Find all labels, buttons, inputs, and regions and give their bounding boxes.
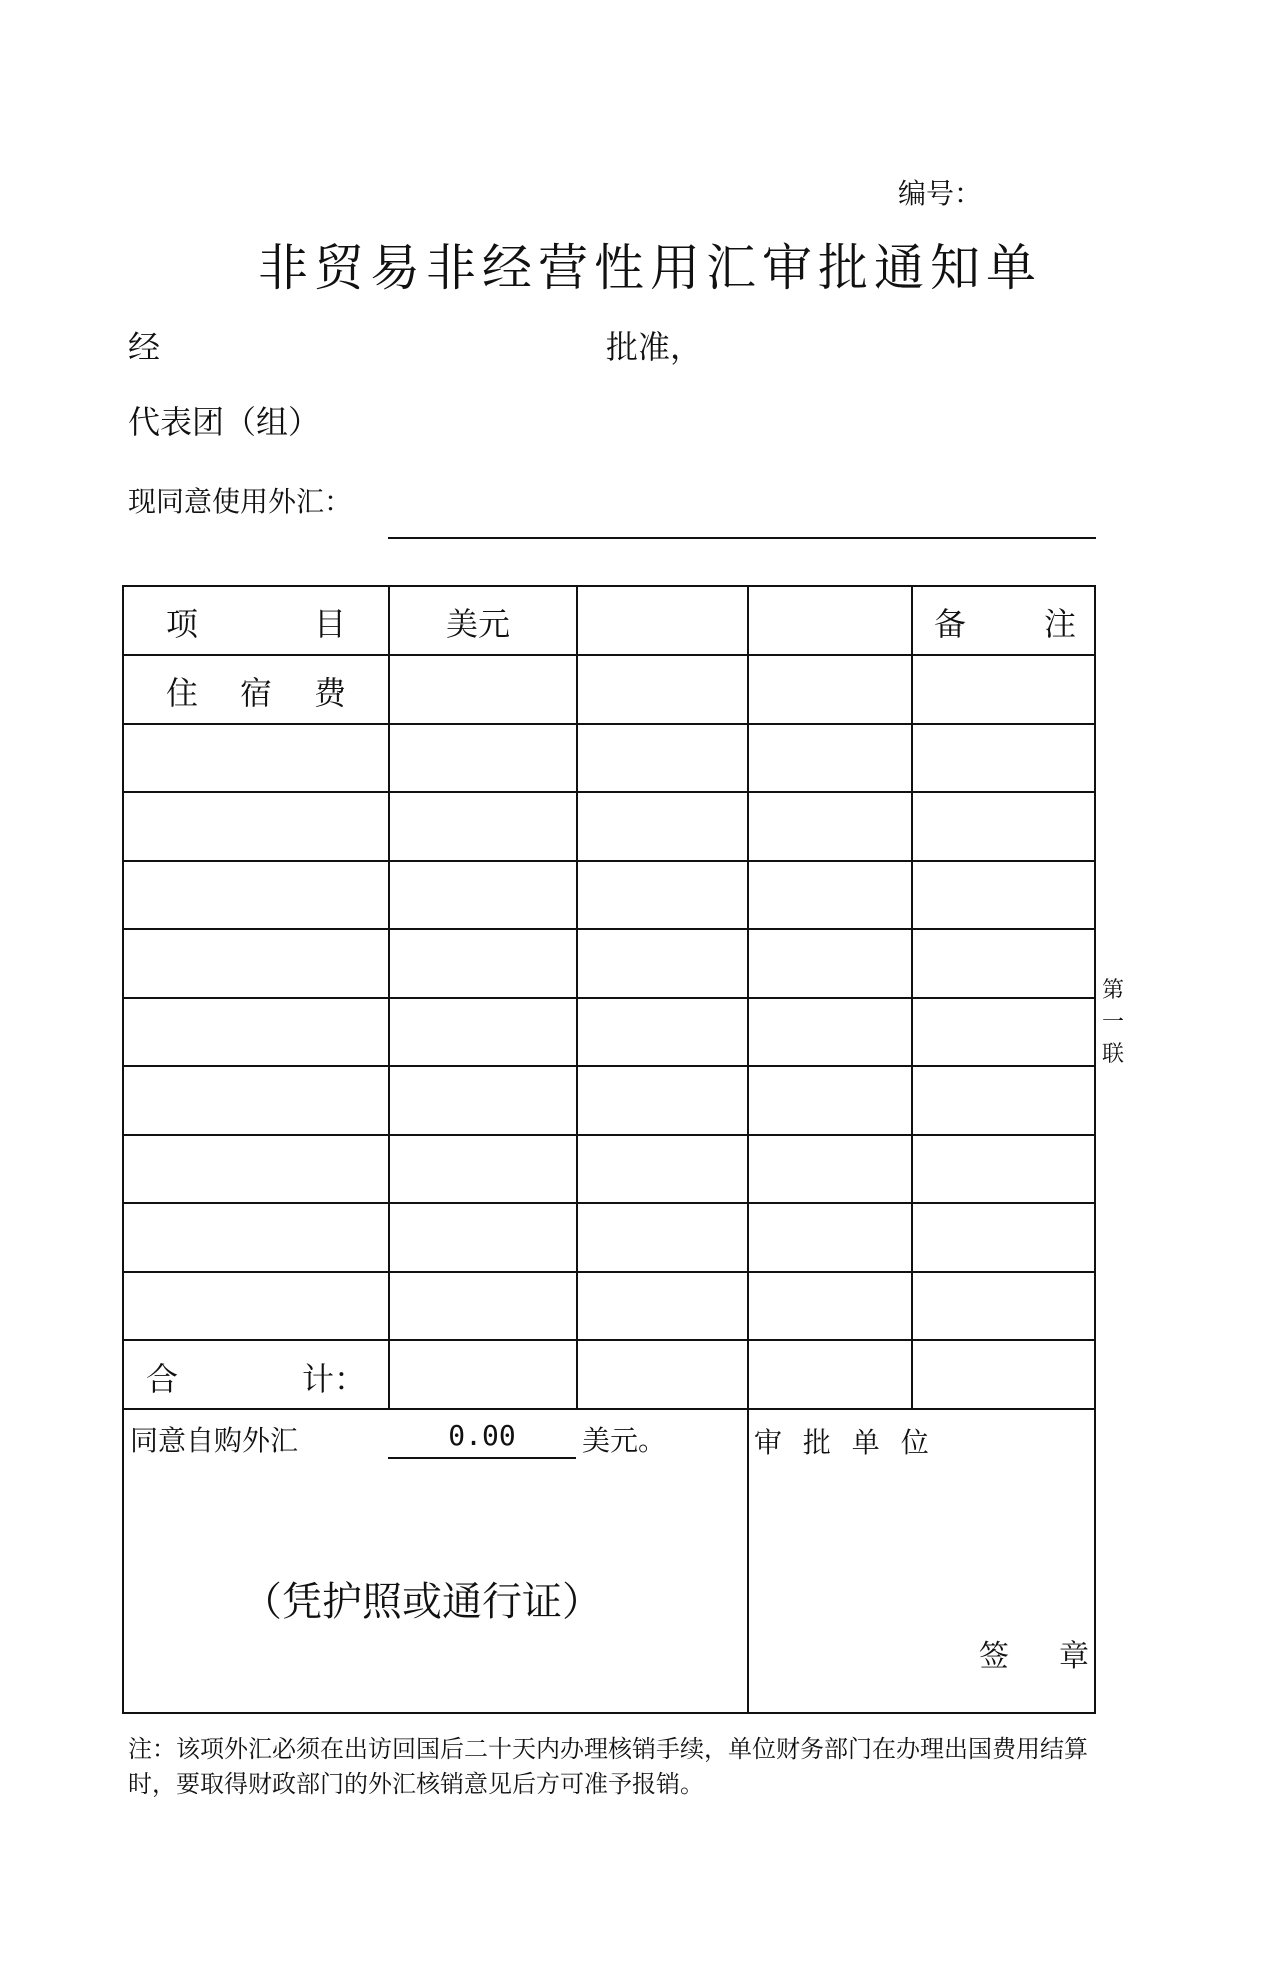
signature-char: 签 xyxy=(979,1639,1009,1674)
usd-header: 美元 xyxy=(446,605,511,643)
column-divider xyxy=(747,587,749,1712)
approved-label: 批准， xyxy=(606,328,703,366)
serial-number-label: 编号： xyxy=(898,177,983,210)
consent-label: 现同意使用外汇： xyxy=(128,485,353,518)
row-divider xyxy=(124,860,1094,862)
copy-indicator-char: 一 xyxy=(1101,1010,1124,1035)
item-header-left: 项 xyxy=(166,605,199,643)
row-divider xyxy=(124,928,1094,930)
copy-indicator xyxy=(1100,975,1126,1071)
self-purchase-amount: 0.00 xyxy=(448,1419,516,1452)
remarks-header-left: 备 xyxy=(934,605,967,643)
self-purchase-label: 同意自购外汇 xyxy=(130,1424,299,1457)
remarks-header-right: 注 xyxy=(1043,605,1076,643)
row-divider xyxy=(124,1408,1094,1410)
total-label-left: 合 xyxy=(146,1360,179,1398)
item-header-right: 目 xyxy=(313,605,346,643)
row-divider xyxy=(124,654,1094,656)
total-label xyxy=(146,1354,366,1400)
accommodation-char-3: 费 xyxy=(313,674,346,712)
row-divider xyxy=(124,1134,1094,1136)
copy-indicator-char: 第 xyxy=(1101,978,1124,1003)
delegation-label: 代表团（组） xyxy=(128,403,321,441)
approval-form-table xyxy=(122,585,1096,1714)
row-divider xyxy=(124,1202,1094,1204)
column-divider xyxy=(911,587,913,1408)
remarks-header xyxy=(934,599,1076,645)
footnote: 注：该项外汇必须在出访回国后二十天内办理核销手续，单位财务部门在办理出国费用结算时，要取得财政部门的外汇核销意见后方可准予报销。 xyxy=(128,1735,1088,1798)
accommodation-char-1: 住 xyxy=(166,674,199,712)
row-divider xyxy=(124,1065,1094,1067)
approval-unit-label: 审 批 单 位 xyxy=(754,1426,935,1459)
consent-amount-line xyxy=(388,537,1096,539)
accommodation-char-2: 宿 xyxy=(239,674,272,712)
row-divider xyxy=(124,723,1094,725)
row-divider xyxy=(124,997,1094,999)
row-divider xyxy=(124,1271,1094,1273)
column-divider xyxy=(388,587,390,1408)
page-title: 非贸易非经营性用汇审批通知单 xyxy=(258,239,1042,297)
passport-note: （凭护照或通行证） xyxy=(242,1579,602,1625)
accommodation-fee-label xyxy=(166,668,346,714)
column-divider xyxy=(576,587,578,1408)
amount-underline xyxy=(388,1457,576,1459)
total-label-right: 计： xyxy=(301,1360,366,1398)
seal-char: 章 xyxy=(1059,1639,1089,1674)
copy-indicator-char: 联 xyxy=(1101,1042,1124,1067)
signature-seal-label xyxy=(979,1631,1089,1675)
row-divider xyxy=(124,791,1094,793)
row-divider xyxy=(124,1339,1094,1341)
item-header xyxy=(166,599,346,645)
self-purchase-unit: 美元。 xyxy=(582,1424,667,1457)
approver-prefix: 经 xyxy=(128,328,161,366)
